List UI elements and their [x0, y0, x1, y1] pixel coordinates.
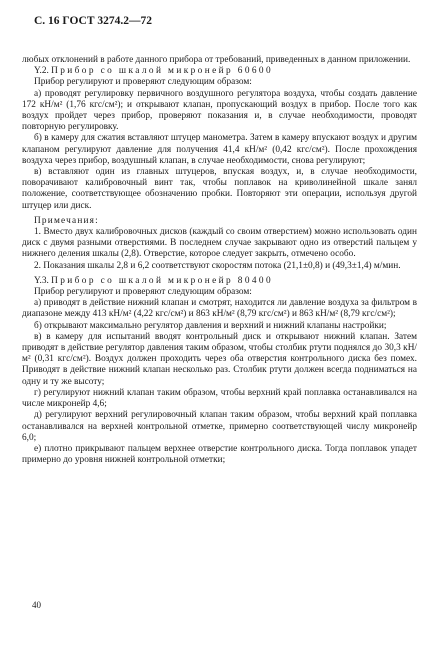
list-item: д) регулируют верхний регулировочный клапан таким образом, чтобы верхний край поплавка останавливался на верхней контрольной отметке, примерно соответствующей числу микронейр 6,0;	[22, 410, 417, 443]
section-heading-y2	[22, 66, 417, 77]
section-intro: Прибор регулируют и проверяют следующим образом:	[34, 77, 252, 88]
notes-title: Примечания:	[34, 215, 99, 226]
section-heading-y3	[22, 276, 417, 287]
list-item: г) регулируют нижний клапан таким образом, чтобы верхний край поплавка останавливался на числе микронейр 4,6;	[22, 387, 417, 410]
page-number: 40	[32, 600, 41, 610]
list-item: б) открывают максимально регулятор давления и верхний и нижний клапаны настройки;	[34, 320, 387, 331]
list-item: е) плотно прикрывают пальцем верхнее отверстие контрольного диска. Тогда поплавок упадет примерно до уровня нижней контрольной отметки;	[22, 443, 417, 466]
note-item: 2. Показания шкалы 2,8 и 6,2 соответствуют скоростям потока (21,1±0,8) и (49,3±1,4) м/мин.	[34, 260, 401, 271]
paragraph-continuation: любых отклонений в работе данного прибора от требований, приведенных в данном приложении.	[22, 55, 411, 65]
notes-heading	[22, 216, 417, 227]
note-item: 1. Вместо двух калибровочных дисков (каждый со своим отверстием) можно использовать один диск с двумя разными отверстиями. В последнем случае закрывают одно из отверстий пальцем у нижнего деления шкалы (2,8). Отверстие, которое следует закрыть, отмечено особо.	[22, 227, 417, 260]
list-item: в) в камеру для испытаний вводят контрольный диск и открывают нижний клапан. Затем приводят в действие регулятор давления таким образом, чтобы столбик ртути поднялся до 30,3 кН/м² (0,31 кгс/см²). Воздух должен проходить через оба отверстия контрольного диска без помех. Приводят в действие нижний клапан несколько раз. Столбик ртути должен всегда подниматься на одну и ту же высоту;	[22, 331, 417, 387]
section-number: Y.3.	[34, 275, 49, 286]
list-item: в) вставляют один из главных штуцеров, впуская воздух, и, в случае необходимости, поворачивают калибровочный винт так, чтобы поплавок на криволинейной шкале занял положение, соответствующее обозначению пробки. Повторяют эти операции, используя другой штуцер или диск.	[22, 167, 417, 211]
list-item: а) приводят в действие нижний клапан и смотрят, находится ли давление воздуха за фильтром в диапазоне между 413 кН/м² (4,22 кгс/см²) и 863 кН/м² (8,79 кгс/см²) и 863 кН/м² (8,79 кгс/см²);	[22, 298, 417, 320]
list-item: а) проводят регулировку первичного воздушного регулятора воздуха, чтобы создать давление 172 кН/м² (1,76 кгс/см²); и открывают клапан, пропускающий воздух в прибор. После того как воздух пройдет через прибор, проверяют показания и, в случае необходимости, проводят повторную регулировку.	[22, 88, 417, 133]
section-intro: Прибор регулируют и проверяют следующим образом:	[34, 287, 252, 298]
section-title: Прибор со шкалой микронейр 80400	[51, 275, 274, 286]
page-header: С. 16 ГОСТ 3274.2—72	[34, 15, 153, 27]
section-title: Прибор со шкалой микронейр 60600	[51, 66, 274, 77]
list-item: б) в камеру для сжатия вставляют штуцер манометра. Затем в камеру впускают воздух и другим клапаном регулируют давление для получения 41,4 кН/м² (0,42 кгс/см²). После прохождения воздуха через прибор, воздушный клапан, в случае необходимости, снова регулируют;	[22, 133, 417, 166]
section-number: Y.2.	[34, 66, 49, 77]
